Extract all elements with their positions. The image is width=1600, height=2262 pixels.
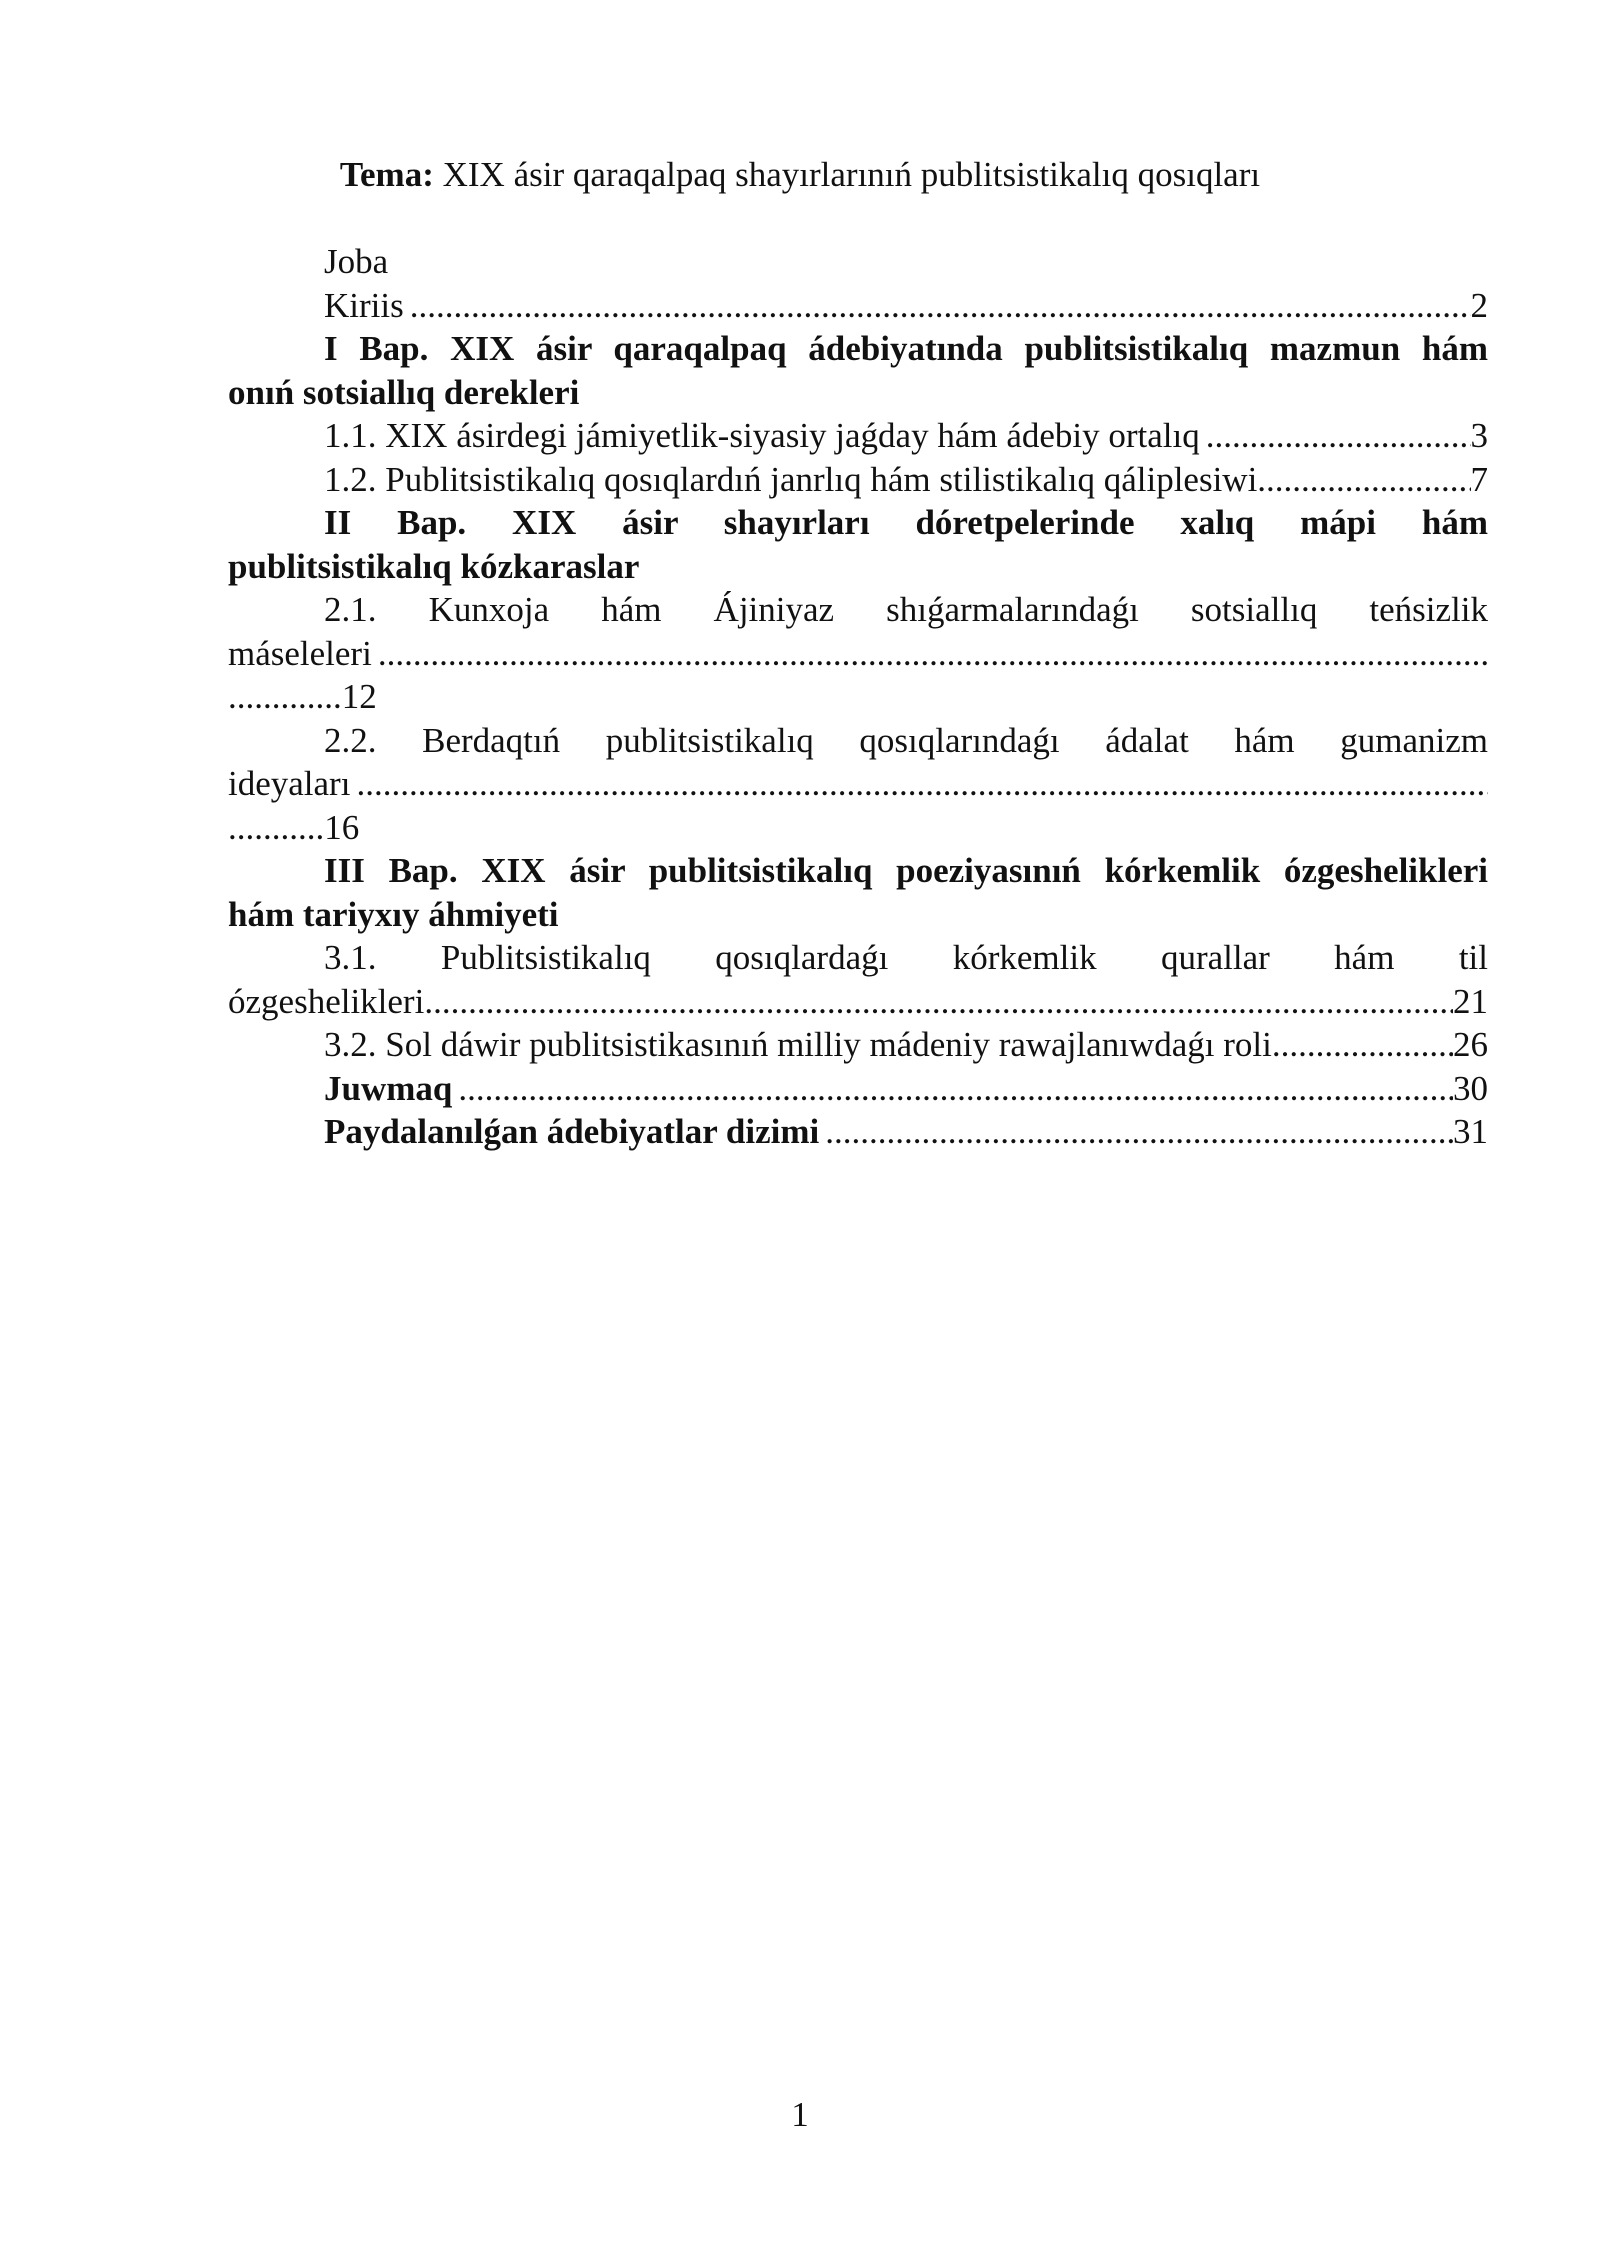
toc-page-ref: 3 <box>1470 416 1488 455</box>
toc-chapter-3-line-1: III Bap. XIX ásir publitsistikalıq poeziyasınıń kórkemlik ózgeshelikleri <box>324 851 1488 890</box>
toc-entry-2-2-line-2 <box>228 762 1488 806</box>
title-label: Tema: <box>339 155 434 194</box>
toc-page-ref: 21 <box>1453 981 1488 1021</box>
toc-entry-intro <box>228 284 1488 328</box>
dot-leader <box>378 632 1488 676</box>
table-of-contents <box>228 240 1488 1154</box>
dot-leader: ............. <box>228 677 342 716</box>
toc-entry-label: 1.1. XIX ásirdegi jámiyetlik-siyasiy jaǵday hám ádebiy ortalıq <box>324 416 1200 455</box>
toc-page-ref: 16 <box>324 807 360 847</box>
dot-leader <box>1266 458 1470 502</box>
toc-entry-conclusion <box>228 1067 1488 1111</box>
toc-entry-2-2-line-3 <box>228 806 1488 850</box>
toc-page-ref: 31 <box>1453 1112 1488 1151</box>
toc-chapter-1-line-2-text: onıń sotsiallıq derekleri <box>228 372 580 412</box>
title-text: XIX ásir qaraqalpaq shayırlarınıń publitsistikalıq qosıqları <box>442 155 1261 194</box>
dot-leader <box>1272 1023 1453 1067</box>
toc-page-ref: 30 <box>1453 1068 1488 1108</box>
toc-page-ref: 7 <box>1470 459 1488 499</box>
toc-entry-label: Juwmaq <box>324 1068 453 1108</box>
toc-chapter-3-line-2-text: hám tariyxıy áhmiyeti <box>228 894 559 934</box>
toc-page-ref: 12 <box>341 677 377 716</box>
toc-entry-1-1 <box>228 414 1488 458</box>
dot-leader: ........... <box>228 807 325 847</box>
toc-chapter-2-line-2 <box>228 545 1488 589</box>
dot-leader <box>825 1110 1453 1154</box>
toc-entry-2-1-line-3 <box>228 675 1488 719</box>
toc-entry-label: ózgeshelikleri <box>228 981 425 1021</box>
dot-leader <box>356 762 1488 806</box>
toc-entry-3-2 <box>228 1023 1488 1067</box>
toc-chapter-1-line-1: I Bap. XIX ásir qaraqalpaq ádebiyatında publitsistikalıq mazmun hám <box>324 329 1488 368</box>
toc-entry-3-1-line-1: 3.1. Publitsistikalıq qosıqlardaǵı kórkemlik qurallar hám til <box>324 938 1488 977</box>
toc-heading <box>228 240 1488 284</box>
document-title <box>0 153 1600 197</box>
toc-page-ref: 2 <box>1470 285 1488 325</box>
toc-entry-1-2 <box>228 458 1488 502</box>
toc-entry-label: Kiriis <box>324 285 404 325</box>
toc-entry-label: 1.2. Publitsistikalıq qosıqlardıń janrlıq hám stilistikalıq qáliplesiwi. <box>324 459 1267 499</box>
toc-entry-label: ideyaları <box>228 764 351 803</box>
toc-heading-text: Joba <box>324 242 389 281</box>
page-number: 1 <box>791 2095 809 2134</box>
dot-leader <box>1206 414 1471 458</box>
dot-leader <box>458 1067 1453 1111</box>
toc-entry-label: máseleleri <box>228 633 372 673</box>
dot-leader <box>424 980 1453 1024</box>
toc-entry-2-1-line-1: 2.1. Kunxoja hám Ájiniyaz shıǵarmalarındaǵı sotsiallıq teńsizlik <box>324 590 1488 629</box>
toc-chapter-1-line-2 <box>228 371 1488 415</box>
toc-page-ref: 26 <box>1453 1025 1488 1064</box>
toc-entry-label: 3.2. Sol dáwir publitsistikasınıń milliy mádeniy rawajlanıwdaǵı roli <box>324 1025 1272 1064</box>
toc-entry-label: Paydalanılǵan ádebiyatlar dizimi <box>324 1112 820 1151</box>
toc-entry-2-1-line-2 <box>228 632 1488 676</box>
toc-entry-2-2-line-1: 2.2. Berdaqtıń publitsistikalıq qosıqlarındaǵı ádalat hám gumanizm <box>324 720 1488 760</box>
toc-chapter-3-line-2 <box>228 893 1488 937</box>
toc-entry-3-1-line-2 <box>228 980 1488 1024</box>
toc-chapter-2-line-2-text: publitsistikalıq kózkaraslar <box>228 546 640 586</box>
toc-chapter-2-line-1: II Bap. XIX ásir shayırları dóretpelerinde xalıq mápi hám <box>324 503 1488 542</box>
toc-entry-bibliography <box>228 1110 1488 1154</box>
dot-leader <box>410 284 1471 328</box>
